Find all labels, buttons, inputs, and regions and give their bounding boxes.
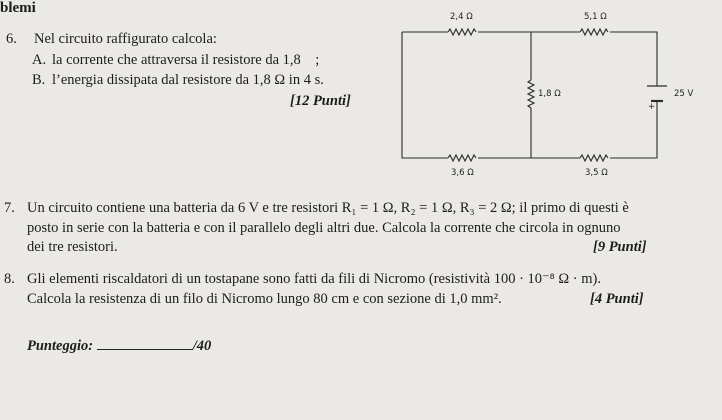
q8-line-1: Gli elementi riscaldatori di un tostapane sono fatti da fili di Nicromo (resistività 100 · 10⁻⁸ Ω · m). [27, 271, 601, 287]
label-r-middle: 1,8 Ω [538, 89, 561, 99]
resistor-top-left [448, 29, 476, 35]
q7-line-1: Un circuito contiene una batteria da 6 V e tre resistori R₁ = 1 Ω, R₂ = 1 Ω, R₃ = 2 Ω; il primo di questi è [27, 200, 629, 216]
resistor-bottom-right [580, 155, 608, 161]
q6-item-a-text: la corrente che attraversa il resistore da 1,8 ; [52, 52, 320, 68]
q6-item-a-label: A. [32, 52, 47, 68]
label-r-bottom-left: 3,6 Ω [451, 168, 474, 178]
q6-item-b-label: B. [32, 72, 46, 88]
q7-number: 7. [4, 200, 15, 216]
resistor-top-right [580, 29, 608, 35]
q8-line-2: Calcola la resistenza di un filo di Nicromo lungo 80 cm e con sezione di 1,0 mm². [27, 291, 502, 307]
wire-left [402, 32, 448, 158]
score-blank-line[interactable] [97, 336, 193, 350]
score-label: Punteggio: [27, 338, 94, 354]
q6-text: Nel circuito raffigurato calcola: [34, 31, 217, 47]
wire-top-right [610, 32, 657, 86]
label-r-top-right: 5,1 Ω [584, 12, 607, 22]
label-battery-voltage: 25 V [674, 89, 694, 99]
page-title: blemi [0, 0, 36, 16]
resistor-middle [528, 80, 534, 108]
label-battery-plus: + [648, 102, 656, 112]
label-r-bottom-right: 3,5 Ω [585, 168, 608, 178]
q7-line-2: posto in serie con la batteria e con il parallelo degli altri due. Calcola la corrente che circola in ognuno [27, 220, 621, 236]
q6-number: 6. [6, 31, 17, 47]
q6-points: [12 Punti] [290, 93, 351, 109]
q7-line-3: dei tre resistori. [27, 239, 118, 255]
score-row [27, 336, 211, 355]
q7-points: [9 Punti] [593, 239, 647, 255]
q6-item-b-text: l’energia dissipata dal resistore da 1,8 Ω in 4 s. [52, 72, 324, 88]
label-r-top-left: 2,4 Ω [450, 12, 473, 22]
resistor-bottom-left [448, 155, 476, 161]
score-total: /40 [192, 338, 212, 354]
q8-points: [4 Punti] [590, 291, 644, 307]
q8-number: 8. [4, 271, 15, 287]
